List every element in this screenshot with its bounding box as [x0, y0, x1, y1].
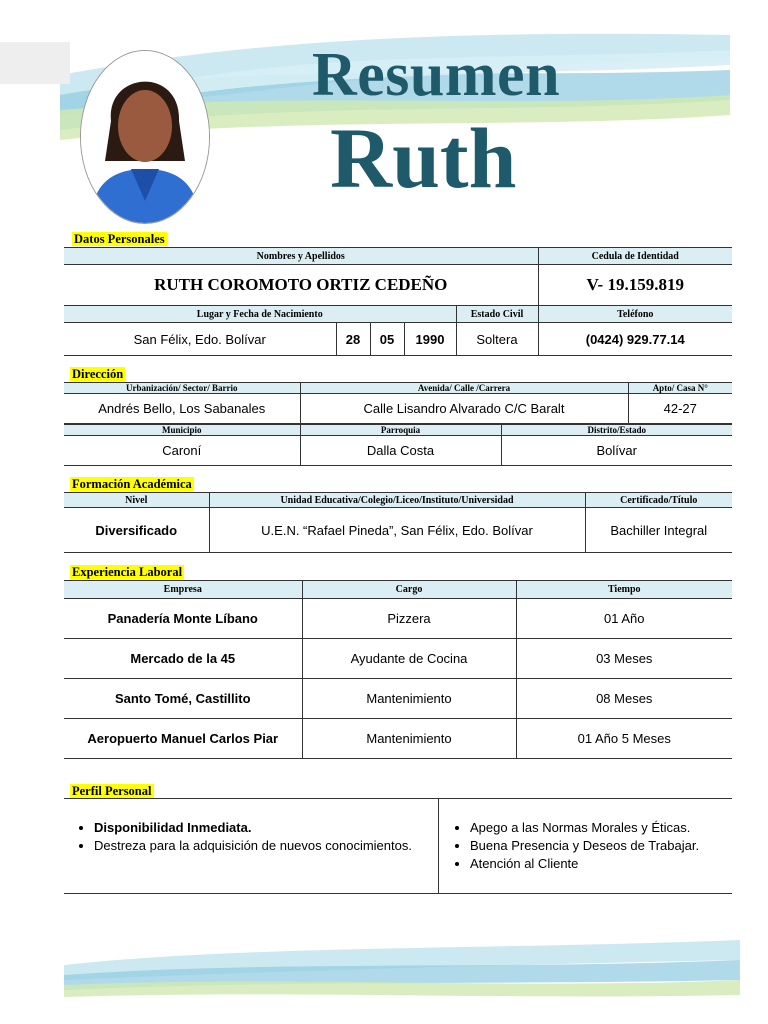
header-parroquia: Parroquia — [300, 425, 501, 436]
list-item: • Atención al Cliente — [470, 855, 732, 873]
dia-value: 28 — [336, 323, 370, 356]
section-formacion: Formación Académica — [72, 477, 192, 491]
footer-wave-decoration — [0, 935, 768, 1005]
perfil-right-list — [440, 819, 732, 873]
formacion-table — [64, 492, 732, 553]
perfil-left-list — [64, 819, 434, 855]
table-row — [64, 719, 732, 759]
list-item: • Disponibilidad Inmediata. — [94, 819, 434, 837]
table-row — [64, 599, 732, 639]
header-urbanizacion: Urbanización/ Sector/ Barrio — [64, 383, 300, 394]
nivel-value: Diversificado — [64, 508, 209, 553]
table-row — [64, 639, 732, 679]
empresa-cell: Aeropuerto Manuel Carlos Piar — [64, 719, 302, 759]
cargo-cell: Mantenimiento — [302, 719, 516, 759]
lugar-value: San Félix, Edo. Bolívar — [64, 323, 336, 356]
datos-personales-table — [64, 247, 732, 356]
empresa-cell: Santo Tomé, Castillito — [64, 679, 302, 719]
parroquia-value: Dalla Costa — [300, 436, 501, 466]
list-item: • Destreza para la adquisición de nuevos conocimientos. — [94, 837, 434, 855]
header-estado-civil: Estado Civil — [456, 306, 538, 323]
top-left-blur — [0, 42, 70, 84]
perfil-box — [64, 798, 732, 894]
header-cedula: Cedula de Identidad — [538, 248, 732, 265]
cargo-cell: Mantenimiento — [302, 679, 516, 719]
section-datos-personales: Datos Personales — [74, 232, 165, 246]
apto-value: 42-27 — [628, 394, 732, 424]
header-nivel: Nivel — [64, 493, 209, 508]
experiencia-table — [64, 580, 732, 759]
municipio-value: Caroní — [64, 436, 300, 466]
person-portrait-image — [81, 51, 209, 223]
mes-value: 05 — [370, 323, 404, 356]
nombre-value: RUTH COROMOTO ORTIZ CEDEÑO — [64, 265, 538, 306]
unidad-value: U.E.N. “Rafael Pineda”, San Félix, Edo. Bolívar — [209, 508, 585, 553]
certificado-value: Bachiller Integral — [585, 508, 732, 553]
empresa-cell: Mercado de la 45 — [64, 639, 302, 679]
distrito-value: Bolívar — [501, 436, 732, 466]
header-cargo: Cargo — [302, 581, 516, 599]
title-resumen: Resumen — [312, 41, 561, 109]
header-distrito: Distrito/Estado — [501, 425, 732, 436]
tiempo-cell: 01 Año 5 Meses — [516, 719, 732, 759]
section-experiencia: Experiencia Laboral — [72, 565, 183, 579]
header-empresa: Empresa — [64, 581, 302, 599]
header-unidad: Unidad Educativa/Colegio/Liceo/Instituto/Universidad — [209, 493, 585, 508]
cargo-cell: Pizzera — [302, 599, 516, 639]
header-lugar-fecha: Lugar y Fecha de Nacimiento — [64, 306, 456, 323]
section-perfil: Perfil Personal — [72, 784, 152, 798]
header-tiempo: Tiempo — [516, 581, 732, 599]
tiempo-cell: 03 Meses — [516, 639, 732, 679]
urbanizacion-value: Andrés Bello, Los Sabanales — [64, 394, 300, 424]
direccion-table-2 — [64, 424, 732, 466]
list-item: • Buena Presencia y Deseos de Trabajar. — [470, 837, 732, 855]
title-name: Ruth — [330, 110, 517, 206]
direccion-table-1 — [64, 382, 732, 424]
header-avenida: Avenida/ Calle /Carrera — [300, 383, 628, 394]
tiempo-cell: 01 Año — [516, 599, 732, 639]
perfil-divider — [438, 799, 439, 893]
header-telefono: Teléfono — [538, 306, 732, 323]
anio-value: 1990 — [404, 323, 456, 356]
header-apto: Apto/ Casa N° — [628, 383, 732, 394]
avenida-value: Calle Lisandro Alvarado C/C Baralt — [300, 394, 628, 424]
cedula-value: V- 19.159.819 — [538, 265, 732, 306]
empresa-cell: Panadería Monte Líbano — [64, 599, 302, 639]
tiempo-cell: 08 Meses — [516, 679, 732, 719]
list-item: • Apego a las Normas Morales y Éticas. — [470, 819, 732, 837]
profile-photo — [80, 50, 210, 224]
header-nombres: Nombres y Apellidos — [64, 248, 538, 265]
header-municipio: Municipio — [64, 425, 300, 436]
cargo-cell: Ayudante de Cocina — [302, 639, 516, 679]
estado-civil-value: Soltera — [456, 323, 538, 356]
header-certificado: Certificado/Título — [585, 493, 732, 508]
section-direccion: Dirección — [72, 367, 124, 381]
telefono-value: (0424) 929.77.14 — [538, 323, 732, 356]
table-row — [64, 679, 732, 719]
